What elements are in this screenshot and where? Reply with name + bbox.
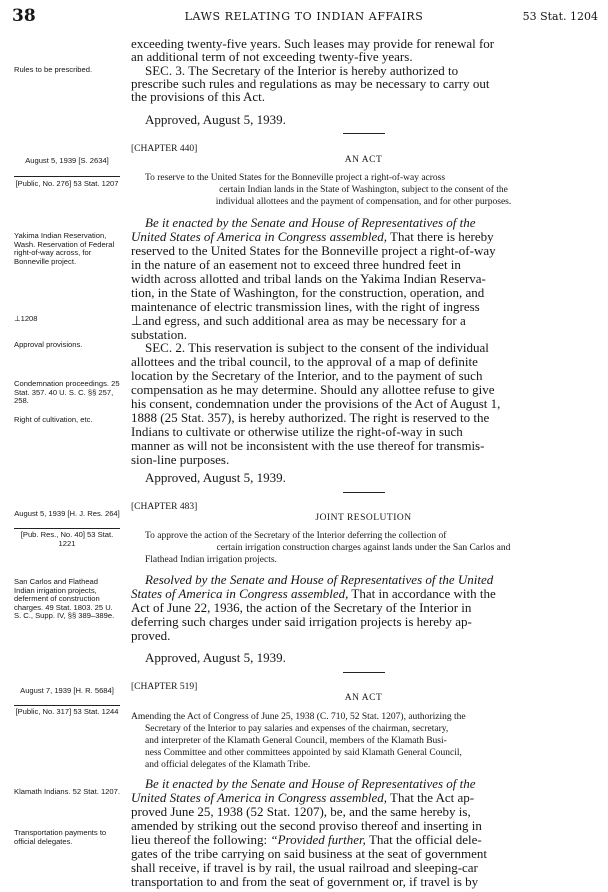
act-heading: AN ACT: [344, 693, 383, 703]
act-title-line: individual allottees and the payment of compensation, and for other purposes.: [215, 197, 512, 207]
body-line: maintenance of electric transmission lines, with the right of ingress: [131, 299, 480, 314]
body-line: in the nature of an easement not to exceed three hundred feet in: [131, 257, 461, 272]
margin-note: San Carlos and Flathead Indian irrigation projects, deferment of construction charges. 49 Stat. 1803. 25 U. S. C., Supp. IV, §§ 389–389e.: [14, 577, 115, 621]
act-title-line: ness Committee and other committees appointed by said Klamath General Council,: [145, 748, 462, 758]
body-line: transportation to and from the seat of government or, if travel is by: [131, 874, 479, 889]
running-title: LAWS RELATING TO INDIAN AFFAIRS: [184, 10, 424, 23]
body-line: deferring such charges under said irrigation projects is hereby ap-: [131, 614, 472, 629]
joint-resolution-heading: JOINT RESOLUTION: [315, 513, 412, 523]
margin-note: Klamath Indians. 52 Stat. 1207.: [14, 787, 120, 796]
margin-note-date: August 5, 1939 [H. J. Res. 264]: [14, 509, 120, 518]
margin-note-public-law: [Public, No. 317] 53 Stat. 1244: [15, 707, 119, 716]
margin-note-date: August 7, 1939 [H. R. 5684]: [20, 686, 114, 695]
body-line: proved June 25, 1938 (52 Stat. 1207), be, and the same hereby is,: [131, 804, 471, 819]
body-line: manner as will not be inconsistent with the use thereof for transmis-: [131, 438, 485, 453]
body-line: his consent, condemnation under the provisions of the Act of August 1,: [131, 396, 501, 411]
approval-line: Approved, August 5, 1939.: [145, 112, 286, 127]
body-line: lieu thereof the following:: [131, 832, 271, 847]
body-line: exceeding twenty-five years. Such leases may provide for renewal for: [131, 36, 495, 51]
running-header: [10, 6, 598, 28]
body-line: That in accordance with the: [348, 586, 496, 601]
margin-note: Approval provisions.: [14, 340, 83, 349]
enacting-clause: Be it enacted by the Senate and House of Representatives of the: [145, 776, 476, 791]
body-line: amended by striking out the second proviso thereof and inserting in: [131, 818, 482, 833]
section-rule: [343, 672, 385, 673]
body-line: width across allotted and tribal lands on the Yakima Indian Reserva-: [131, 271, 486, 286]
margin-divider: [14, 528, 120, 529]
resolving-clause: States of America in Congress assembled,: [131, 586, 349, 601]
body-line: the provisions of this Act.: [131, 89, 265, 104]
margin-divider: [14, 705, 120, 706]
body-line: That there is hereby: [387, 229, 494, 244]
body-line: Act of June 22, 1936, the action of the Secretary of the Interior in: [131, 600, 472, 615]
margin-note-public-law: [Pub. Res., No. 40] 53 Stat. 1221: [20, 530, 114, 548]
enacting-clause: United States of America in Congress assembled,: [131, 790, 388, 805]
body-line: sion-line purposes.: [131, 452, 230, 467]
act-title-line: certain Indian lands in the State of Washington, subject to the consent of the: [219, 185, 508, 195]
resolution-title-line: Flathead Indian irrigation projects.: [145, 555, 277, 565]
resolution-title-line: To approve the action of the Secretary of the Interior deferring the collection of: [145, 531, 447, 541]
body-line: gates of the tribe carrying on said business at the seat of government: [131, 846, 487, 861]
body-line: compensation as he may determine. Should any allottee refuse to give: [131, 382, 495, 397]
chapter-number: [CHAPTER 519]: [131, 682, 198, 692]
section-2-line: SEC. 2. This reservation is subject to the consent of the individual: [145, 340, 489, 355]
act-heading: AN ACT: [344, 155, 383, 165]
margin-note: Rules to be prescribed.: [14, 65, 93, 74]
body-line: That the official dele-: [365, 832, 482, 847]
margin-note-public-law: [Public, No. 276] 53 Stat. 1207: [15, 179, 119, 188]
body-line: substation.: [131, 327, 187, 342]
act-title-line: and official delegates of the Klamath Tribe.: [145, 760, 311, 770]
body-line: prescribe such rules and regulations as may be necessary to carry out: [131, 76, 490, 91]
body-line: an additional term of not exceeding twenty-five years.: [131, 49, 413, 64]
enacting-clause: Be it enacted by the Senate and House of Representatives of the: [145, 215, 476, 230]
body-line: That the Act ap-: [387, 790, 475, 805]
approval-line: Approved, August 5, 1939.: [145, 650, 286, 665]
act-title-line: and interpreter of the Klamath General Council, members of the Klamath Busi-: [145, 736, 447, 746]
proviso-clause: “Provided further,: [270, 832, 366, 847]
chapter-number: [CHAPTER 483]: [131, 502, 198, 512]
body-line: allottees and the tribal council, to the approval of a map of definite: [131, 354, 478, 369]
margin-note: Right of cultivation, etc.: [14, 415, 93, 424]
act-title-line: Secretary of the Interior to pay salaries and expenses of the chairman, secretary,: [145, 724, 449, 734]
body-line: reserved to the United States for the Bonneville project a right-of-way: [131, 243, 496, 258]
act-title-line: To reserve to the United States for the Bonneville project a right-of-way across: [145, 173, 446, 183]
margin-note: Condemnation proceedings. 25 Stat. 357. 40 U. S. C. §§ 257, 258.: [14, 379, 120, 406]
margin-note-date: August 5, 1939 [S. 2634]: [25, 156, 109, 165]
section-rule: [343, 133, 385, 134]
page-number: 38: [12, 6, 36, 26]
statute-reference: 53 Stat. 1204: [522, 10, 598, 23]
margin-divider: [14, 176, 120, 177]
margin-note: Yakima Indian Reservation, Wash. Reservation of Federal right-of-way across, for Bonneville project.: [14, 231, 115, 266]
body-line: proved.: [131, 628, 171, 643]
section-rule: [343, 492, 385, 493]
margin-note-page-mark: ⊥1208: [14, 314, 38, 323]
chapter-number: [CHAPTER 440]: [131, 144, 198, 154]
section-3-line: SEC. 3. The Secretary of the Interior is hereby authorized to: [145, 63, 459, 78]
act-title-line: Amending the Act of Congress of June 25, 1938 (C. 710, 52 Stat. 1207), authorizing the: [131, 712, 466, 722]
resolving-clause: Resolved by the Senate and House of Representatives of the United: [145, 572, 494, 587]
body-line: 1888 (25 Stat. 357), is hereby authorized. The right is reserved to the: [131, 410, 490, 425]
enacting-clause: United States of America in Congress assembled,: [131, 229, 388, 244]
body-line: location by the Secretary of the Interior, and to the payment of such: [131, 368, 483, 383]
body-line: tion, in the State of Washington, for the construction, operation, and: [131, 285, 485, 300]
body-line: ⊥and egress, and such additional area as may be necessary for a: [131, 313, 466, 328]
resolution-title-line: certain irrigation construction charges against lands under the San Carlos and: [216, 543, 511, 553]
margin-note: Transportation payments to official delegates.: [14, 828, 107, 846]
body-line: Indians to cultivate or otherwise utilize the right-of-way in such: [131, 424, 463, 439]
approval-line: Approved, August 5, 1939.: [145, 470, 286, 485]
body-line: shall receive, if travel is by rail, the usual railroad and sleeping-car: [131, 860, 478, 875]
